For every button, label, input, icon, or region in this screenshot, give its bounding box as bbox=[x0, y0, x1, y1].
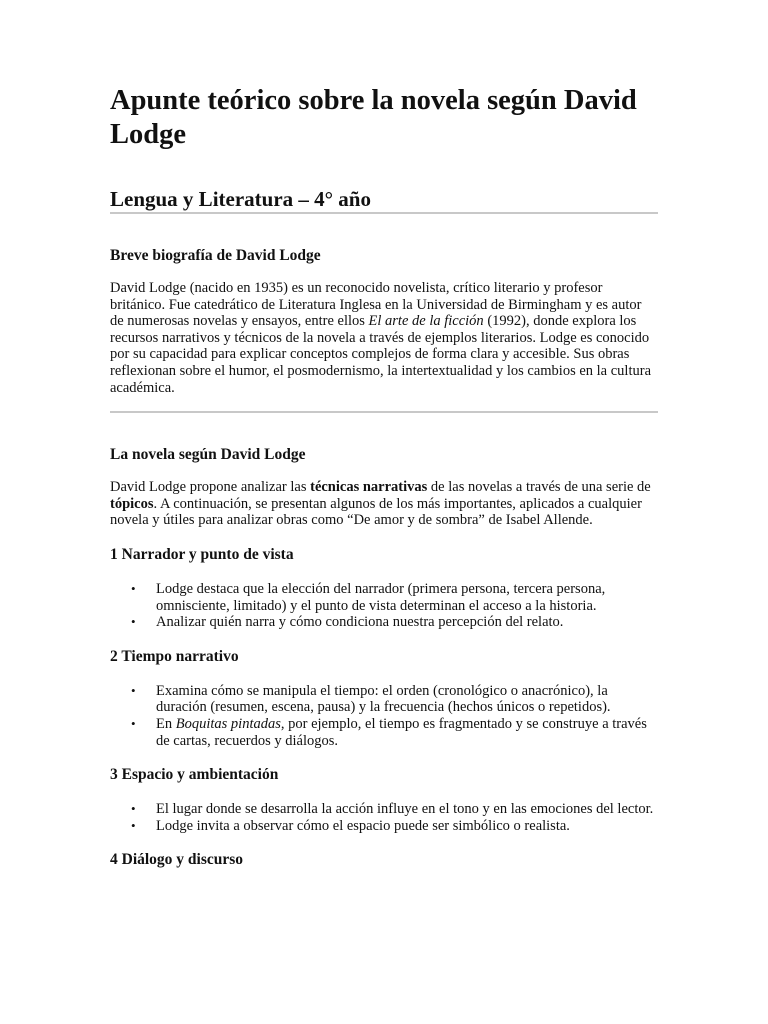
novel-intro-paragraph bbox=[110, 479, 658, 529]
list-item bbox=[110, 614, 658, 631]
list-item-text: En bbox=[156, 715, 176, 732]
list-item bbox=[110, 818, 658, 835]
divider bbox=[110, 212, 658, 214]
topic-bullet-list bbox=[110, 683, 658, 749]
bullet-icon: • bbox=[131, 801, 136, 817]
intro-text: . A continuación, se presentan algunos de los más importantes, aplicados a cualquier novela y útiles para analizar obras como “De amor y de sombra” de Isabel Allende. bbox=[110, 495, 642, 529]
bio-heading: Breve biografía de David Lodge bbox=[110, 247, 321, 264]
bullet-icon: • bbox=[131, 715, 136, 731]
bio-text: (1992), donde explora los recursos narrativos y técnicos de la novela a través de ejemplos literarios. Lodge es conocido por su capacidad para explicar conceptos complejos de forma clara y accesible. Sus obras reflexionan sobre el humor, el posmodernismo, la intertextualidad y los cambios en la cultura académica. bbox=[110, 313, 652, 396]
topic-heading: 4 Diálogo y discurso bbox=[110, 851, 244, 869]
document-title: Apunte teórico sobre la novela según David Lodge bbox=[110, 85, 637, 150]
document-content bbox=[110, 84, 658, 870]
intro-emphasis: tópicos bbox=[110, 495, 154, 512]
divider bbox=[110, 411, 658, 413]
intro-text: de las novelas a través de una serie de bbox=[427, 479, 651, 496]
list-item-text: , por ejemplo, el tiempo es fragmentado y se construye a través de cartas, recuerdos y diálogos. bbox=[156, 715, 647, 749]
list-item bbox=[110, 801, 658, 818]
bio-text: David Lodge (nacido en 1935) es un reconocido novelista, crítico literario y profesor británico. Fue catedrático de Literatura Inglesa en la Universidad de Birmingham y es autor de numerosas novelas y ensayos, entre ellos bbox=[110, 280, 642, 330]
list-item bbox=[110, 683, 658, 716]
list-item bbox=[110, 581, 658, 614]
topic-heading: 1 Narrador y punto de vista bbox=[110, 545, 294, 563]
bio-paragraph bbox=[110, 280, 658, 396]
topic-bullet-list bbox=[110, 581, 658, 631]
bullet-icon: • bbox=[131, 614, 136, 630]
list-item-text: Examina cómo se manipula el tiempo: el orden (cronológico o anacrónico), la duración (resumen, escena, pausa) y la frecuencia (hechos únicos o repetidos). bbox=[156, 682, 611, 716]
bullet-icon: • bbox=[131, 580, 136, 596]
book-title: Boquitas pintadas bbox=[175, 715, 281, 732]
topic-heading: 3 Espacio y ambientación bbox=[110, 766, 279, 784]
list-item bbox=[110, 716, 658, 749]
book-title: El arte de la ficción bbox=[368, 313, 484, 330]
document-subtitle: Lengua y Literatura – 4° año bbox=[110, 187, 371, 211]
topic-bullet-list bbox=[110, 801, 658, 834]
list-item-text: Lodge destaca que la elección del narrador (primera persona, tercera persona, omnisciente, limitado) y el punto de vista determinan el acceso a la historia. bbox=[156, 580, 606, 614]
list-item-text: Analizar quién narra y cómo condiciona nuestra percepción del relato. bbox=[156, 614, 564, 631]
list-item-text: Lodge invita a observar cómo el espacio puede ser simbólico o realista. bbox=[156, 817, 570, 834]
topic-heading: 2 Tiempo narrativo bbox=[110, 647, 239, 665]
novel-heading: La novela según David Lodge bbox=[110, 446, 306, 464]
bullet-icon: • bbox=[131, 817, 136, 833]
bullet-icon: • bbox=[131, 682, 136, 698]
intro-emphasis: técnicas narrativas bbox=[310, 479, 428, 496]
intro-text: David Lodge propone analizar las bbox=[110, 479, 311, 496]
list-item-text: El lugar donde se desarrolla la acción influye en el tono y en las emociones del lector. bbox=[156, 801, 654, 818]
